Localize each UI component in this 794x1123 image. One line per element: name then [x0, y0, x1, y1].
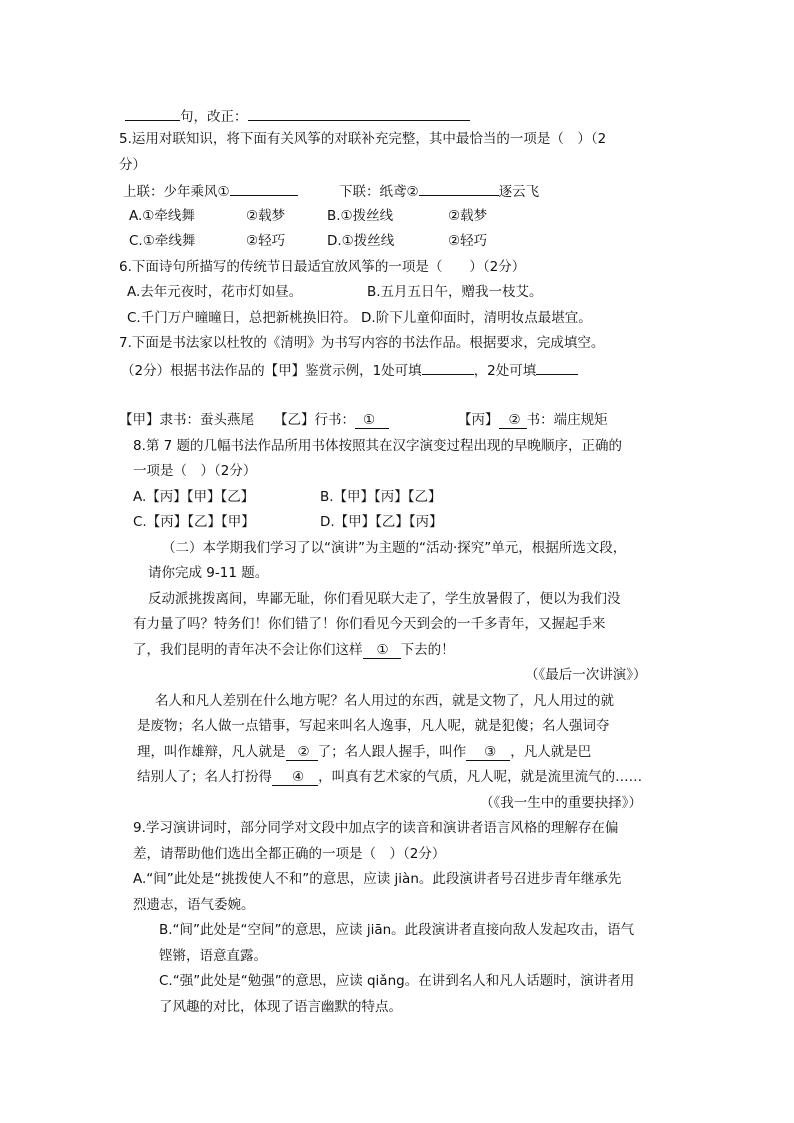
q5-option-b: B.①拨丝线 [327, 208, 394, 224]
q6-option-b: B.五月五日午，赠我一枝艾。 [367, 284, 543, 300]
section-2-intro-cont: 请你完成 9-11 题。 [148, 565, 269, 581]
q9-option-b-cont: 铿锵，语意直露。 [159, 948, 267, 964]
passage-1-line2: 有力量了吗？特务们！你们错了！你们看见今天到会的一千多青年，又握起手来 [133, 616, 606, 632]
section-2-intro: （二）本学期我们学习了以“演讲”为主题的“活动·探究”单元，根据所选文段， [162, 540, 627, 556]
passage-2-line1: 名人和凡人差别在什么地方呢？名人用过的东西，就是文物了，凡人用过的就 [155, 693, 614, 709]
q5-couplet-down [339, 181, 539, 201]
blank-p2-4-num: ④ [292, 769, 305, 785]
q7-fill-text1: （2分）根据书法作品的【甲】鉴赏示例，1处可填 [121, 363, 422, 379]
blank-p2-4 [272, 769, 318, 786]
q6-option-a: A.去年元夜时，花市灯如昼。 [127, 284, 303, 300]
blank-1 [422, 360, 474, 375]
blank-p1 [363, 642, 401, 659]
calligraphy-yi-label: 【乙】行书： [274, 412, 355, 428]
passage-1-line3 [133, 641, 455, 659]
passage-2-text-e: ，叫真有艺术家的气质，凡人呢，就是流里流气的…… [318, 769, 643, 785]
calligraphy-bing-tail: 书：端庄规矩 [526, 412, 608, 428]
passage-2-text-d: 结别人了；名人打扮得 [137, 769, 272, 785]
q5-option-c: C.①牵线舞 [129, 233, 196, 249]
calligraphy-bing-label: 【丙】 [458, 412, 499, 428]
blank-bing [499, 412, 527, 429]
q5-option-a2: ②载梦 [246, 208, 286, 224]
calligraphy-yi [274, 411, 389, 429]
q8-option-d: D.【甲】【乙】【丙】 [320, 514, 443, 530]
blank-p2-2-num: ② [297, 744, 310, 760]
blank-sentence [125, 106, 180, 121]
q8-stem: 8.第 7 题的几幅书法作品所用书体按照其在汉字演变过程出现的早晚顺序，正确的 [133, 438, 623, 454]
calligraphy-bing [458, 411, 608, 429]
q9-option-a-cont: 烈遗志，语气委婉。 [133, 897, 255, 913]
q7-stem: 7.下面是书法家以杜牧的《清明》为书写内容的书法作品。根据要求，完成填空。 [119, 335, 605, 351]
blank-p1-num: ① [376, 642, 389, 658]
blank-yi-num: ① [363, 412, 376, 428]
q5-couplet [123, 181, 298, 201]
q9-option-b: B.“间”此处是“空间”的意思，应读 jiān。此段演讲者直接向敌人发起攻击，语气 [159, 922, 635, 938]
correction-label: 句，改正： [180, 109, 248, 125]
blank-2 [536, 360, 578, 375]
passage-2-source: （《我一生中的重要抉择》） [480, 795, 642, 811]
q8-option-a: A.【丙】【甲】【乙】 [133, 489, 255, 505]
passage-2-text-c: ，凡人就是巴 [510, 744, 592, 760]
blank-p2-2 [286, 744, 318, 761]
blank-p2-3 [466, 744, 510, 761]
q9-stem-cont: 差，请帮助他们选出全都正确的一项是（ ）（2分） [133, 846, 446, 862]
q9-option-c: C.“强”此处是“勉强”的意思，应读 qiǎng。在讲到名人和凡人话题时，演讲者用 [159, 973, 635, 989]
blank-bing-num: ② [508, 412, 521, 428]
q9-option-a: A.“间”此处是“挑拨使人不和”的意思，应读 jiàn。此段演讲者号召进步青年继承先 [133, 871, 622, 887]
q5-option-a: A.①牵线舞 [129, 208, 195, 224]
blank-yi [355, 412, 389, 429]
down-couplet-tail: 逐云飞 [498, 184, 540, 200]
q6-stem: 6.下面诗句所描写的传统节日最适宜放风筝的一项是（ ）（2分） [119, 259, 526, 275]
q7-stem-cont [121, 360, 578, 380]
q5-option-d: D.①拨丝线 [327, 233, 395, 249]
blank-up [230, 181, 298, 196]
q8-stem-cont: 一项是（ ）（2分） [133, 463, 257, 479]
calligraphy-jia: 【甲】隶书：蚕头燕尾 [119, 412, 254, 428]
q5-option-d2: ②轻巧 [448, 233, 488, 249]
q8-option-b: B.【甲】【丙】【乙】 [320, 489, 442, 505]
q5-option-b2: ②载梦 [448, 208, 488, 224]
q5-stem-cont: 分） [119, 157, 146, 173]
passage-1-source: （《最后一次讲演》） [525, 667, 647, 683]
q7-fill-text2: ，2处可填 [473, 363, 537, 379]
passage-1-tail: 下去的！ [400, 642, 455, 658]
q5-option-c2: ②轻巧 [246, 233, 286, 249]
passage-1-line1: 反动派挑拨离间，卑鄙无耻，你们看见联大走了，学生放暑假了，便以为我们没 [148, 591, 621, 607]
passage-2-line2: 是废物；名人做一点错事，写起来叫名人逸事，凡人呢，就是犯傻；名人强词夺 [137, 718, 610, 734]
passage-1-text: 了，我们昆明的青年决不会让你们这样 [133, 642, 363, 658]
down-couplet-label: 下联：纸鸢② [339, 184, 419, 200]
q6-option-cd: C.千门万户曈曈日，总把新桃换旧符。 D.阶下儿童仰面时，清明妆点最堪宜。 [127, 310, 592, 326]
q9-option-c-cont: 了风趣的对比，体现了语言幽默的特点。 [159, 999, 402, 1015]
blank-correction [248, 106, 470, 121]
passage-2-line3 [137, 743, 591, 761]
q9-stem: 9.学习演讲词时，部分同学对文段中加点字的读音和演讲者语言风格的理解存在偏 [133, 820, 619, 836]
blank-p2-3-num: ③ [484, 744, 497, 760]
passage-2-text-b: 了；名人跟人握手，叫作 [317, 744, 467, 760]
up-couplet-label: 上联：少年乘风① [123, 184, 230, 200]
q5-stem: 5.运用对联知识，将下面有关风筝的对联补充完整，其中最恰当的一项是（ ）（2 [119, 131, 607, 147]
q8-option-c: C.【丙】【乙】【甲】 [133, 514, 255, 530]
passage-2-line4 [137, 768, 642, 786]
blank-down [419, 181, 499, 196]
passage-2-text-a: 理，叫作雄辩，凡人就是 [137, 744, 286, 760]
line-correction [125, 106, 470, 126]
